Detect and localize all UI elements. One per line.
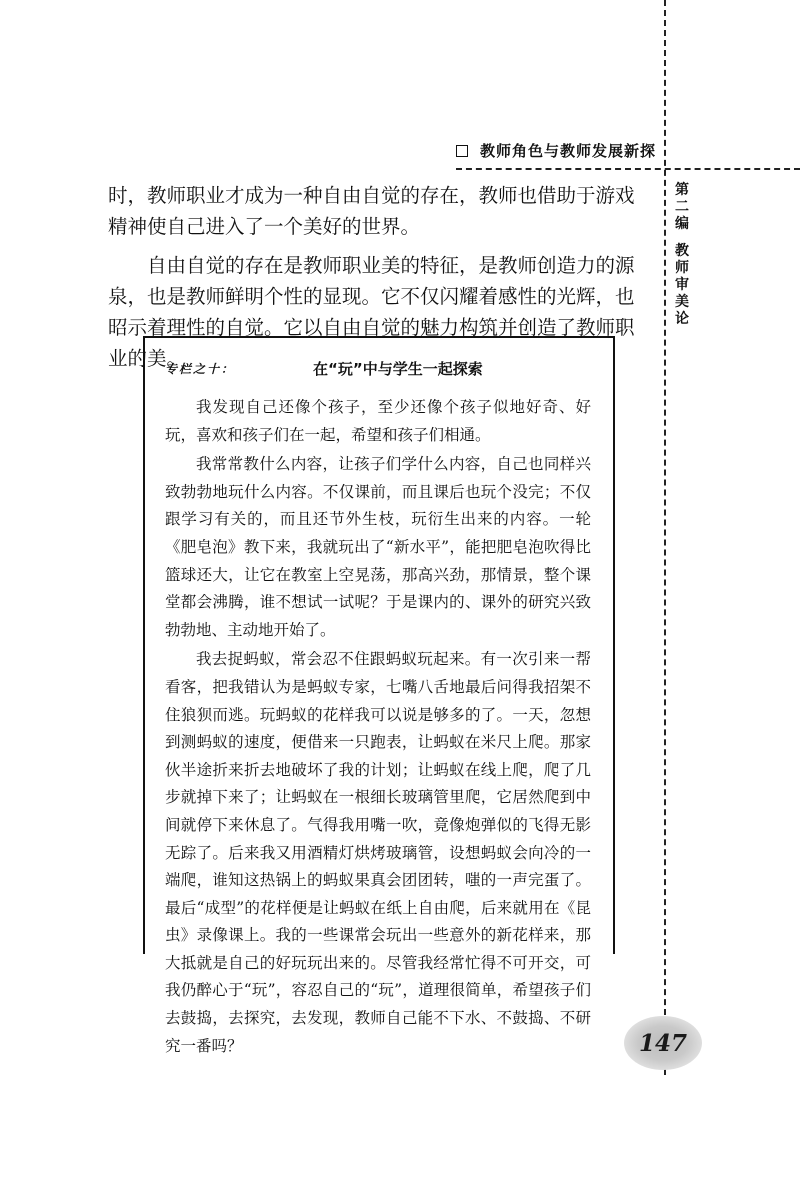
box-paragraph: 我常常教什么内容，让孩子们学什么内容，自己也同样兴致勃勃地玩什么内容。不仅课前，而且课后也玩个没完；不仅跟学习有关的，而且还节外生枝，玩衍生出来的内容。一轮《肥皂泡》教下来，我就玩出了“新水平”，能把肥皂泡吹得比篮球还大，让它在教室上空晃荡，那高兴劲，那情景，整个课堂都会沸腾，谁不想试一试呢？于是课内的、课外的研究兴致勃勃地、主动地开始了。 — [165, 455, 591, 639]
margin-dashed-line — [664, 0, 666, 1075]
sidebar-box — [143, 336, 615, 1055]
page-number: 147 — [638, 1029, 687, 1057]
sidebar-box-heading: 在“玩”中与学生一起探索 — [313, 360, 483, 378]
body-paragraph: 自由自觉的存在是教师职业美的特征，是教师创造力的源泉，也是教师鲜明个性的显现。它不仅闪耀着感性的光辉，也昭示着理性的自觉。它以自由自觉的魅力构筑并创造了教师职业的美。 — [108, 254, 635, 370]
sidebar-box-label: 专栏之十： — [165, 362, 236, 376]
side-section-label: 教师审美论 — [675, 243, 689, 327]
box-paragraph: 我发现自己还像个孩子，至少还像个孩子似地好奇、好玩，喜欢和孩子们在一起，希望和孩子们相通。 — [165, 398, 591, 444]
box-paragraph: 我去捉蚂蚁，常会忍不住跟蚂蚁玩起来。有一次引来一帮看客，把我错认为是蚂蚁专家，七嘴八舌地最后问得我招架不住狼狈而逃。玩蚂蚁的花样我可以说是够多的了。一天，忽想到测蚂蚁的速度，便借来一只跑表，让蚂蚁在米尺上爬。那家伙半途折来折去地破坏了我的计划；让蚂蚁在线上爬，爬了几步就掉下来了；让蚂蚁在一根细长玻璃管里爬，它居然爬到中间就停下来休息了。气得我用嘴一吹，竟像炮弹似的飞得无影无踪了。后来我又用酒精灯烘烤玻璃管，设想蚂蚁会向冷的一端爬，谁知这热锅上的蚂蚁果真会团团转，嗤的一声完蛋了。最后“成型”的花样便是让蚂蚁在纸上自由爬，后来就用在《昆虫》录像课上。我的一些课常会玩出一些意外的新花样来，那大抵就是自己的好玩玩出来的。尽管我经常忙得不可开交，可我仍醉心于“玩”，容忍自己的“玩”，道理很简单，希望孩子们去鼓捣，去探究，去发现，教师自己能不下水、不鼓捣、不研究一番吗？ — [165, 650, 591, 1055]
body-paragraph: 时，教师职业才成为一种自由自觉的存在，教师也借助于游戏精神使自己进入了一个美好的世界。 — [108, 184, 635, 238]
side-part-label: 第二编 — [675, 182, 689, 232]
header-dashed-rule — [456, 168, 800, 170]
sidebar-box-title — [165, 358, 613, 379]
page-number-badge — [624, 1016, 702, 1070]
running-header — [456, 140, 660, 161]
sidebar-box-body — [165, 394, 591, 1060]
running-header-title: 教师角色与教师发展新探 — [480, 142, 657, 160]
square-bullet-icon — [456, 145, 468, 157]
side-tab — [672, 182, 692, 328]
